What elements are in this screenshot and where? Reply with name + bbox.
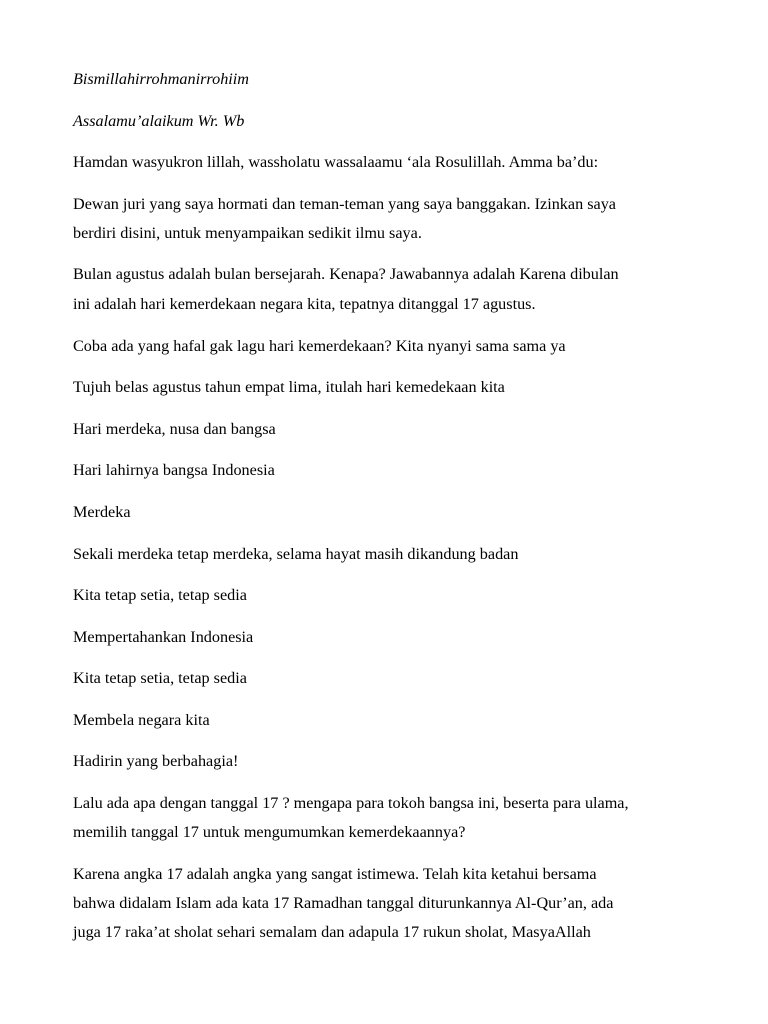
salam-line: Assalamu’alaikum Wr. Wb: [73, 112, 245, 130]
song-line: Merdeka: [73, 503, 131, 521]
hamdan-line: Hamdan wasyukron lillah, wassholatu wassalaamu ‘ala Rosulillah. Amma ba’du:: [73, 153, 599, 171]
song-line: Kita tetap setia, tetap sedia: [73, 586, 247, 604]
coba-line: Coba ada yang hafal gak lagu hari kemerdekaan? Kita nyanyi sama sama ya: [73, 337, 566, 355]
dewan-paragraph-line-1: Dewan juri yang saya hormati dan teman-teman yang saya banggakan. Izinkan saya: [73, 195, 616, 213]
karena-paragraph-line-2: bahwa didalam Islam ada kata 17 Ramadhan tanggal diturunkannya Al-Qur’an, ada: [73, 894, 614, 912]
bismillah-line: Bismillahirrohmanirrohiim: [73, 70, 249, 88]
hadirin-line: Hadirin yang berbahagia!: [73, 752, 239, 770]
lalu-paragraph-line-1: Lalu ada apa dengan tanggal 17 ? mengapa para tokoh bangsa ini, beserta para ulama,: [73, 794, 629, 812]
song-line: Membela negara kita: [73, 711, 210, 729]
karena-paragraph-line-1: Karena angka 17 adalah angka yang sangat istimewa. Telah kita ketahui bersama: [73, 865, 597, 883]
dewan-paragraph-line-2: berdiri disini, untuk menyampaikan sedikit ilmu saya.: [73, 224, 422, 242]
song-line: Hari lahirnya bangsa Indonesia: [73, 461, 275, 479]
song-line: Hari merdeka, nusa dan bangsa: [73, 420, 276, 438]
lalu-paragraph-line-2: memilih tanggal 17 untuk mengumumkan kemerdekaannya?: [73, 823, 466, 841]
song-line: Sekali merdeka tetap merdeka, selama hayat masih dikandung badan: [73, 545, 519, 563]
song-line: Mempertahankan Indonesia: [73, 628, 254, 646]
bulan-paragraph-line-1: Bulan agustus adalah bulan bersejarah. Kenapa? Jawabannya adalah Karena dibulan: [73, 265, 619, 283]
song-line: Tujuh belas agustus tahun empat lima, itulah hari kemedekaan kita: [73, 378, 505, 396]
song-line: Kita tetap setia, tetap sedia: [73, 669, 247, 687]
karena-paragraph-line-3: juga 17 raka’at sholat sehari semalam dan adapula 17 rukun sholat, MasyaAllah: [73, 923, 591, 941]
bulan-paragraph-line-2: ini adalah hari kemerdekaan negara kita, tepatnya ditanggal 17 agustus.: [73, 295, 536, 313]
